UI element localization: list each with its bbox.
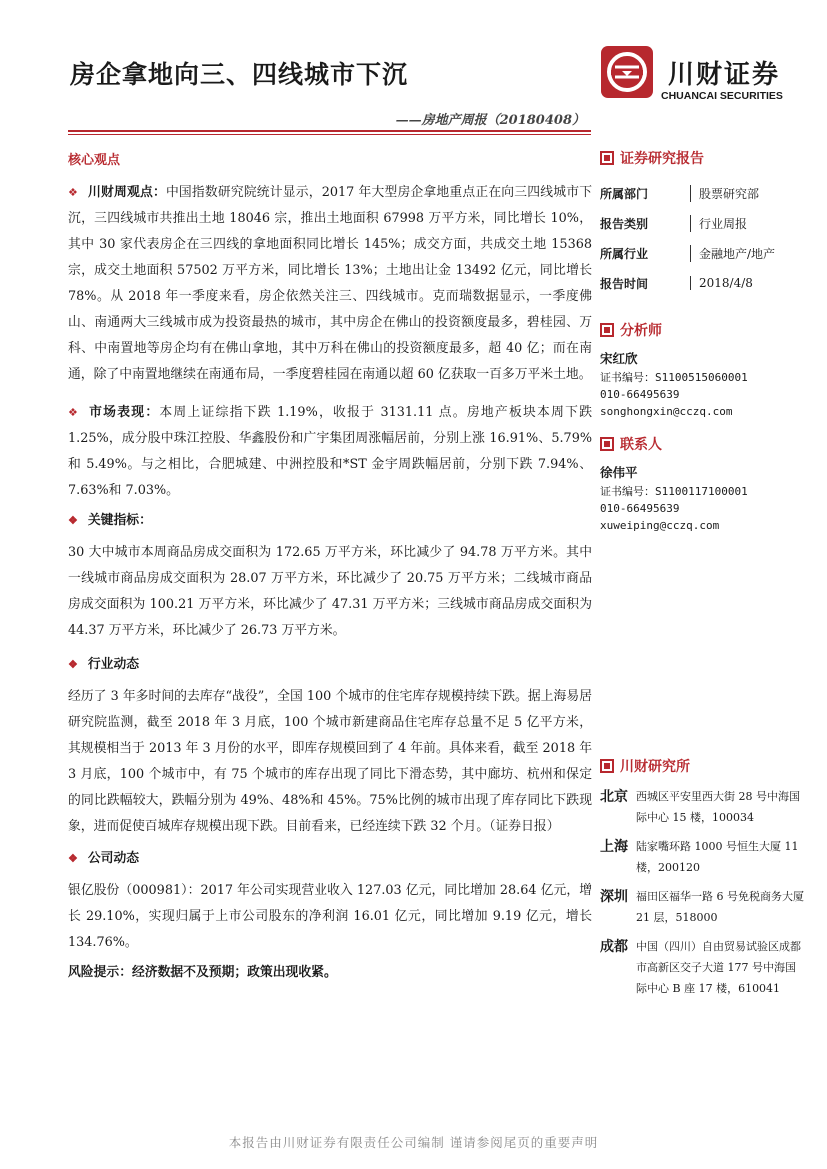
diamond-bullet-icon: ❖ <box>68 406 80 419</box>
info-row-department: 所属部门 股票研究部 <box>600 186 760 201</box>
institute-heading: 川财研究所 <box>600 756 805 776</box>
report-subtitle: ——房地产周报（20180408） <box>395 113 585 128</box>
diamond-bullet-icon: ❖ <box>68 658 78 671</box>
company-name-en: CHUANCAI SECURITIES <box>661 90 783 102</box>
sidebar <box>600 148 805 1007</box>
section-text-industry: 经历了 3 年多时间的去库存“战役”，全国 100 个城市的住宅库存规模持续下跌。据上海易居研究院监测，截至 2018 年 3 月底，100 个城市新建商品住宅库存总量不足 5 亿平方米，其规模相当于 2013 年 3 月份的水平，即库存规模回到了 4 年前。具体来看，截至 2018 年 3 月底，100 个城市中，有 75 个城市的库存出现了同比下滑态势，其中廊坊、杭州和保定的同比跌幅较大，跌幅分别为 49%、48%和 45%。75%比例的城市出现了库存同比下跌现象，进而促使百城库存规模出现下跌。目前看来，已经连续下跌 32 个月。（证券日报） <box>68 689 592 834</box>
report-type-heading: 证券研究报告 <box>600 148 805 168</box>
section-heading: 市场表现： <box>89 405 160 420</box>
header-rule-thin <box>68 134 591 135</box>
contact-name: 徐伟平 <box>600 465 638 480</box>
diamond-bullet-icon: ❖ <box>68 186 79 199</box>
section-text: 本周上证综指下跌 1.19%，收报于 3131.11 点。房地产板块本周下跌 1.25%，成分股中珠江控股、华鑫股份和广宇集团周涨幅居前，分别上涨 16.91%、5.79%和 5.49%。与之相比，合肥城建、中洲控股和*ST 金宇周跌幅居前，分别下跌 7.94%、7.63%和 7.03%。 <box>68 405 593 498</box>
report-title: 房企拿地向三、四线城市下沉 <box>70 60 409 89</box>
office-shenzhen: 深圳 福田区福华一路 6 号免税商务大厦 21 层，518000 <box>600 889 804 924</box>
header-rule <box>68 130 591 132</box>
section-heading: 川财周观点： <box>88 185 166 200</box>
section-heading-industry: ❖ 行业动态 <box>68 657 140 672</box>
info-row-category: 报告类别 行业周报 <box>600 216 748 231</box>
analyst-cert: 证书编号：S1100515060001 <box>600 371 748 384</box>
diamond-bullet-icon: ❖ <box>68 514 78 527</box>
company-logo-icon <box>601 46 653 98</box>
square-bullet-icon <box>600 151 614 165</box>
section-heading-indicators: ❖ 关键指标： <box>68 513 152 528</box>
office-chengdu: 成都 中国（四川）自由贸易试验区成都市高新区交子大道 177 号中海国际中心 B 座 17 楼，610041 <box>600 939 801 995</box>
info-row-date: 报告时间 2018/4/8 <box>600 276 753 291</box>
core-views-title: 核心观点 <box>68 153 121 168</box>
section-text-indicators: 30 大中城市本周商品房成交面积为 172.65 万平方米，环比减少了 94.78 万平方米。其中一线城市商品房成交面积为 28.07 万平方米，环比减少了 20.75 万平方米；二线城市商品房成交面积为 100.21 万平方米，环比减少了 47.31 万平方米；三线城市商品房成交面积为 44.37 万平方米，环比减少了 26.73 万平方米。 <box>68 545 592 638</box>
section-weekly-view <box>68 180 592 388</box>
footer-disclaimer: 本报告由川财证券有限责任公司编制 谨请参阅尾页的重要声明 <box>228 1135 599 1150</box>
square-bullet-icon <box>600 323 614 337</box>
analyst-heading: 分析师 <box>600 320 805 340</box>
info-row-industry: 所属行业 金融地产/地产 <box>600 246 776 261</box>
analyst-phone: 010-66495639 <box>600 388 680 401</box>
contact-email[interactable]: xuweiping@cczq.com <box>600 519 720 532</box>
square-bullet-icon <box>600 759 614 773</box>
contact-phone: 010-66495639 <box>600 502 680 515</box>
section-heading-company: ❖ 公司动态 <box>68 851 140 866</box>
analyst-email[interactable]: songhongxin@cczq.com <box>600 405 733 418</box>
analyst-name: 宋红欣 <box>600 351 638 366</box>
contact-heading: 联系人 <box>600 434 805 454</box>
section-text: 中国指数研究院统计显示，2017 年大型房企拿地重点正在向三四线城市下沉，三四线城市共推出土地 18046 宗，推出土地面积 67998 万平方米，同比增长 10%，其中 30 家代表房企在三四线的拿地面积同比增长 145%；成交方面，共成交土地 15368 宗，成交土地面积 57502 万平方米，同比增长 13%；土地出让金 13492 亿元，同比增长 78%。从 2018 年一季度来看，房企依然关注三、四线城市。克而瑞数据显示，一季度佛山、南通两大三线城市成为投资最热的城市，其中房企在佛山的投资额度最多，碧桂园、万科、中南置地等房企均有在佛山拿地，其中万科在佛山的投资额度最多，超 40 亿；而在南通，除了中南置地继续在南通布局，一季度碧桂园在南通以超 60 亿获取一百多万平米土地。 <box>68 185 592 382</box>
office-shanghai: 上海 陆家嘴环路 1000 号恒生大厦 11 楼，200120 <box>600 839 799 874</box>
office-beijing: 北京 西城区平安里西大街 28 号中海国际中心 15 楼，100034 <box>600 789 800 824</box>
contact-cert: 证书编号：S1100117100001 <box>600 485 748 498</box>
risk-warning: 风险提示：经济数据不及预期；政策出现收紧。 <box>68 965 337 980</box>
diamond-bullet-icon: ❖ <box>68 852 78 865</box>
company-name-cn: 川财证券 <box>668 60 781 90</box>
square-bullet-icon <box>600 437 614 451</box>
section-market <box>68 400 592 504</box>
section-text-company: 银亿股份（000981）：2017 年公司实现营业收入 127.03 亿元，同比增加 28.64 亿元，增长 29.10%，实现归属于上市公司股东的净利润 16.01 亿元，同比增加 9.19 亿元，增长 134.76%。 <box>68 883 592 950</box>
analyst-card <box>600 350 805 420</box>
core-views <box>68 148 592 986</box>
contact-card <box>600 464 805 534</box>
